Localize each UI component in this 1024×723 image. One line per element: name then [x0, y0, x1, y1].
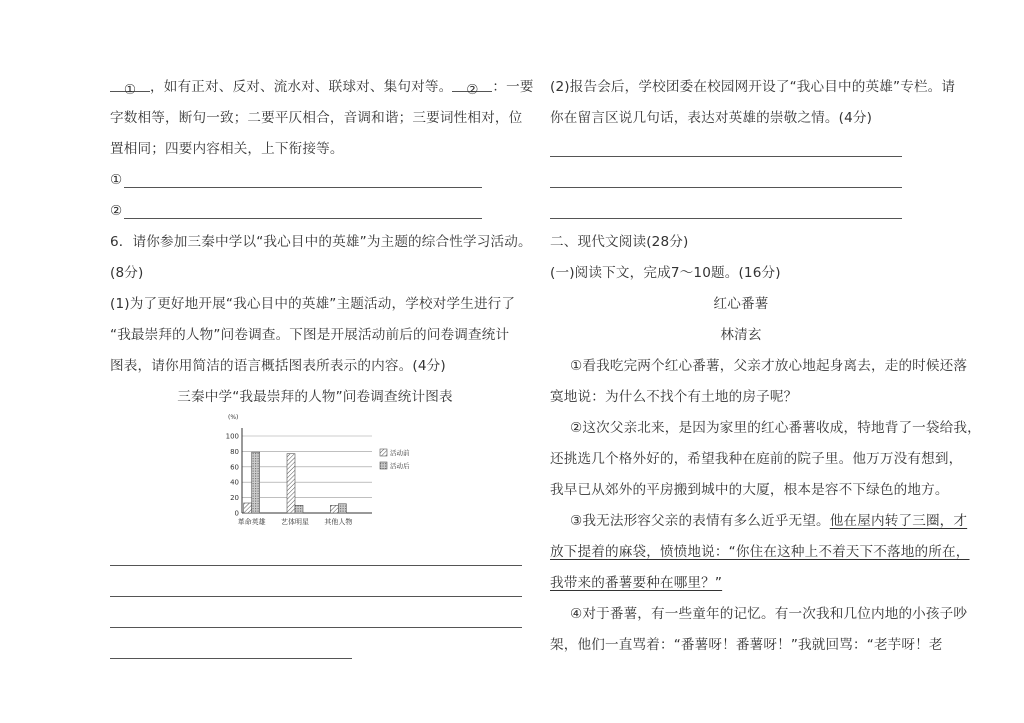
paragraph-3-line-3: 我带来的番薯要种在哪里？”	[550, 575, 723, 591]
paragraph-4-line-1: ④对于番薯，有一些童年的记忆。有一次我和几位内地的小孩子吵	[570, 606, 968, 622]
x-tick-label: 艺体明星	[281, 518, 309, 526]
bar-活动后-艺体明星	[295, 505, 303, 513]
rhetoric-line-2: 字数相等，断句一致；二要平仄相合，音调和谐；三要词性相对，位	[110, 110, 523, 126]
question-6-2-line-1: (2)报告会后，学校团委在校园网开设了“我心目中的英雄”专栏。请	[550, 79, 956, 95]
y-tick-label: 40	[230, 478, 239, 487]
legend-label: 活动前	[390, 449, 410, 457]
paragraph-2-line-1: ②这次父亲北来，是因为家里的红心番薯收成，特地背了一袋给我，	[570, 420, 981, 436]
bar-活动后-其他人物	[338, 504, 346, 513]
paragraph-2-line-2: 还挑选几个格外好的，希望我种在庭前的院子里。他万万没有想到，	[550, 451, 963, 467]
y-axis-label: (%)	[228, 414, 239, 421]
paragraph-2-line-3: 我早已从郊外的平房搬到城中的大厦，根本是容不下绿色的地方。	[550, 482, 949, 498]
legend-swatch-活动后	[380, 462, 387, 469]
blank-1[interactable]: ①	[110, 75, 150, 92]
y-tick-label: 80	[230, 447, 239, 456]
paragraph-1-line-1: ①看我吃完两个红心番薯，父亲才放心地起身离去，走的时候还落	[570, 358, 968, 374]
article-author: 林清玄	[720, 327, 762, 343]
bar-活动前-其他人物	[330, 505, 338, 513]
answer-line-4[interactable]	[110, 574, 530, 605]
left-column	[110, 72, 534, 667]
blank-2[interactable]: ②	[452, 75, 492, 92]
question-6-1-line-2: “我最崇拜的人物”问卷调查。下图是开展活动前后的问卷调查统计	[110, 327, 510, 343]
y-tick-label: 20	[230, 494, 239, 503]
question-6-2-line-2: 你在留言区说几句话，表达对英雄的崇敬之情。(4分)	[550, 110, 873, 126]
question-6-1-line-1: (1)为了更好地开展“我心目中的英雄”主题活动，学校对学生进行了	[110, 296, 516, 312]
rhetoric-line-1: ① ，如有正对、反对、流水对、联球对、集句对等。 ② ：一要	[110, 72, 530, 103]
answer-line-9[interactable]	[550, 196, 972, 227]
underlined-sentence: 他在屋内转了三圈，才	[829, 513, 968, 529]
chart-container	[110, 413, 530, 543]
right-column	[550, 72, 981, 661]
answer-line-3[interactable]	[110, 543, 530, 574]
paragraph-4-line-2: 架，他们一直骂着：“番薯呀！番薯呀！”我就回骂：“老芋呀！老	[550, 637, 943, 653]
paragraph-3-line-2: 放下提着的麻袋，愤愤地说：“你住在这种上不着天下不落地的所在，	[550, 544, 970, 560]
answer-line-2[interactable]: ②	[110, 196, 530, 227]
bar-活动后-革命英雄	[252, 452, 260, 513]
article-title: 红心番薯	[713, 296, 769, 312]
subsection-1-heading: (一)阅读下文，完成7～10题。(16分)	[550, 265, 781, 281]
chart-title: 三秦中学“我最崇拜的人物”问卷调查统计图表	[177, 389, 453, 405]
answer-line-8[interactable]	[550, 165, 972, 196]
answer-line-5[interactable]	[110, 605, 530, 636]
bar-活动前-革命英雄	[244, 503, 252, 513]
bar-活动前-艺体明星	[287, 454, 295, 513]
paragraph-1-line-2: 寞地说：为什么不找个有土地的房子呢？	[550, 389, 798, 405]
x-tick-label: 其他人物	[324, 518, 353, 526]
question-6-1-line-3: 图表，请你用简洁的语言概括图表所表示的内容。(4分)	[110, 358, 446, 374]
y-tick-label: 60	[230, 463, 239, 472]
y-tick-label: 0	[234, 509, 239, 518]
x-tick-label: 革命英雄	[237, 518, 266, 526]
legend-swatch-活动前	[380, 449, 387, 456]
answer-line-7[interactable]	[550, 134, 972, 165]
answer-line-1[interactable]: ①	[110, 165, 530, 196]
y-tick-label: 100	[225, 432, 239, 441]
bar-chart	[110, 413, 530, 543]
answer-line-6[interactable]	[110, 636, 530, 667]
rhetoric-line-3: 置相同；四要内容相关，上下衔接等。	[110, 141, 344, 157]
question-6-line-1: 6．请你参加三秦中学以“我心目中的英雄”为主题的综合性学习活动。	[110, 234, 532, 250]
question-6-line-2: (8分)	[110, 265, 144, 281]
legend-label: 活动后	[390, 462, 410, 470]
paragraph-3-line-1: ③我无法形容父亲的表情有多么近乎无望。他在屋内转了三圈，才	[570, 513, 968, 529]
section-2-heading: 二、现代文阅读(28分)	[550, 234, 689, 250]
